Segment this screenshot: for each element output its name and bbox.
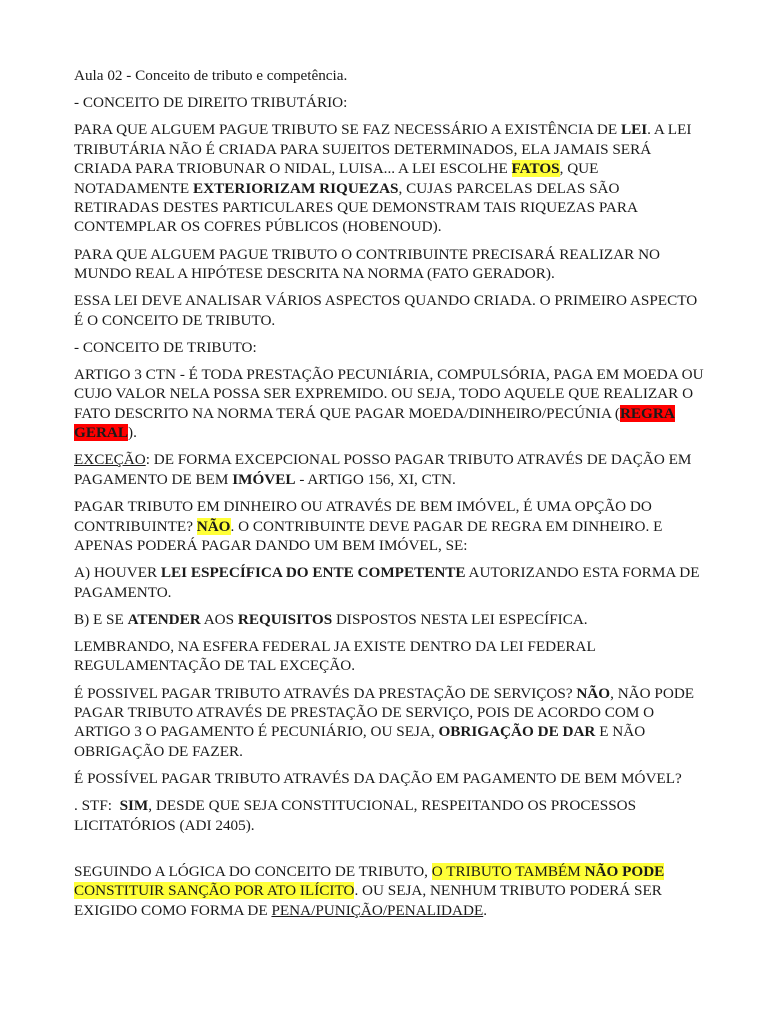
bold-nao: NÃO [576, 684, 611, 702]
text-run: SEGUINDO A LÓGICA DO CONCEITO DE TRIBUTO, [74, 862, 432, 880]
text-run: . O CONTRIBUINTE DEVE PAGAR DE REGRA EM DINHEIRO. E APENAS PODERÁ PAGAR DANDO UM BEM IMÓVEL, SE: [74, 517, 663, 554]
text-run: , NÃO PODE PAGAR TRIBUTO ATRAVÉS DE PRESTAÇÃO DE SERVIÇO, POIS DE ACORDO COM O ARTIGO 3 O PAGAMENTO É PECUNIÁRIO, OU SEJA, [74, 684, 695, 741]
bold-atender: ATENDER [127, 610, 201, 628]
bold-imovel: IMÓVEL [232, 470, 296, 488]
text-run: ARTIGO 3 CTN - É TODA PRESTAÇÃO PECUNIÁRIA, COMPULSÓRIA, PAGA EM MOEDA OU CUJO VALOR NELA POSSA SER EXPREMIDO. OU SEJA, TODO AQUELE QUE REALIZAR O FATO DESCRITO NA NORMA TERÁ QUE PAGAR MOEDA/DINHEIRO/PECÚNIA ( [74, 366, 704, 422]
paragraph-item-a [74, 563, 704, 602]
document-title: Aula 02 - Conceito de tributo e competência. [74, 67, 348, 84]
text-run: E NÃO OBRIGAÇÃO DE FAZER. [74, 723, 646, 760]
bold-exteriorizam-riquezas: EXTERIORIZAM RIQUEZAS [193, 179, 399, 197]
underline-excecao: EXCEÇÃO [74, 451, 146, 469]
section-heading-conceito-tributo: - CONCEITO DE TRIBUTO: [74, 338, 257, 356]
blank-line [74, 843, 704, 862]
paragraph-lei [74, 120, 704, 236]
highlight-regra-geral: REGRA GERAL [74, 404, 675, 442]
highlight-fatos: FATOS [511, 160, 560, 178]
text-run: PAGAR TRIBUTO EM DINHEIRO OU ATRAVÉS DE BEM IMÓVEL, É UMA OPÇÃO DO CONTRIBUINTE? [74, 498, 652, 535]
text-run: B) E SE [74, 610, 128, 628]
text-run: . A LEI TRIBUTÁRIA NÃO É CRIADA PARA SUJEITOS DETERMINADOS, ELA JAMAIS SERÁ CRIADA PARA TRIOBUNAR O NIDAL, LUISA... A LEI ESCOLHE [74, 121, 692, 178]
text-run: , DESDE QUE SEJA CONSTITUCIONAL, RESPEITANDO OS PROCESSOS LICITATÓRIOS (ADI 2405). [74, 797, 637, 834]
text-run: : DE FORMA EXCEPCIONAL POSSO PAGAR TRIBUTO ATRAVÉS DE DAÇÃO EM PAGAMENTO DE BEM [74, 451, 692, 488]
text-run: PARA QUE ALGUEM PAGUE TRIBUTO SE FAZ NECESSÁRIO A EXISTÊNCIA DE [74, 121, 621, 139]
bold-obrigacao-de-dar: OBRIGAÇÃO DE DAR [438, 723, 596, 741]
text-run: AUTORIZANDO ESTA FORMA DE PAGAMENTO. [74, 564, 700, 601]
paragraph-item-b [74, 610, 704, 629]
bold-lei: LEI [620, 121, 648, 139]
paragraph-fato-gerador: PARA QUE ALGUEM PAGUE TRIBUTO O CONTRIBUINTE PRECISARÁ REALIZAR NO MUNDO REAL A HIPÓTESE DESCRITA NA NORMA (FATO GERADOR). [74, 245, 661, 283]
paragraph-artigo-3 [74, 365, 704, 443]
text-run: É POSSIVEL PAGAR TRIBUTO ATRAVÉS DA PRESTAÇÃO DE SERVIÇOS? [74, 684, 577, 702]
paragraph-prestacao-servicos [74, 684, 704, 762]
highlight-nao: NÃO [196, 517, 231, 535]
text-run: AOS [200, 610, 238, 628]
text-run: DISPOSTOS NESTA LEI ESPECÍFICA. [332, 610, 588, 628]
paragraph-aspectos: ESSA LEI DEVE ANALISAR VÁRIOS ASPECTOS QUANDO CRIADA. O PRIMEIRO ASPECTO É O CONCEITO DE TRIBUTO. [74, 292, 698, 329]
text-run: - ARTIGO 156, XI, CTN. [295, 470, 456, 488]
paragraph-bem-movel: É POSSÍVEL PAGAR TRIBUTO ATRAVÉS DA DAÇÃO EM PAGAMENTO DE BEM MÓVEL? [74, 769, 682, 787]
highlight-sancao-ato-ilicito: CONSTITUIR SANÇÃO POR ATO ILÍCITO [74, 882, 355, 900]
text-run: , QUE NOTADAMENTE [74, 160, 599, 197]
bold-lei-especifica: LEI ESPECÍFICA DO ENTE COMPETENTE [160, 564, 466, 582]
bold-requisitos: REQUISITOS [237, 610, 333, 628]
paragraph-excecao [74, 450, 704, 489]
text-run: . STF: [74, 797, 120, 815]
highlight-nao-pode: NÃO PODE [584, 862, 665, 880]
text-run: , CUJAS PARCELAS DELAS SÃO RETIRADAS DESTES PARTICULARES QUE DEMONSTRAM TAIS RIQUEZAS PARA CONTEMPLAR OS COFRES PÚBLICOS (HOBENOUD). [74, 179, 638, 236]
text-run: ). [128, 424, 137, 442]
bold-sim: SIM [119, 797, 149, 815]
paragraph-stf [74, 796, 704, 835]
underline-pena-punicao: PENA/PUNIÇÃO/PENALIDADE [271, 901, 484, 919]
text-run: . [483, 901, 488, 919]
text-run: . OU SEJA, NENHUM TRIBUTO PODERÁ SER EXIGIDO COMO FORMA DE [74, 882, 662, 919]
text-run: A) HOUVER [74, 564, 161, 582]
paragraph-sancao [74, 862, 704, 920]
paragraph-lembrando: LEMBRANDO, NA ESFERA FEDERAL JA EXISTE DENTRO DA LEI FEDERAL REGULAMENTAÇÃO DE TAL EXCEÇÃO. [74, 637, 596, 675]
paragraph-opcao-contribuinte [74, 497, 704, 555]
document-page [74, 66, 704, 928]
highlight-tributo-tambem: O TRIBUTO TAMBÉM [431, 862, 585, 880]
section-heading-direito-tributario: - CONCEITO DE DIREITO TRIBUTÁRIO: [74, 94, 348, 112]
